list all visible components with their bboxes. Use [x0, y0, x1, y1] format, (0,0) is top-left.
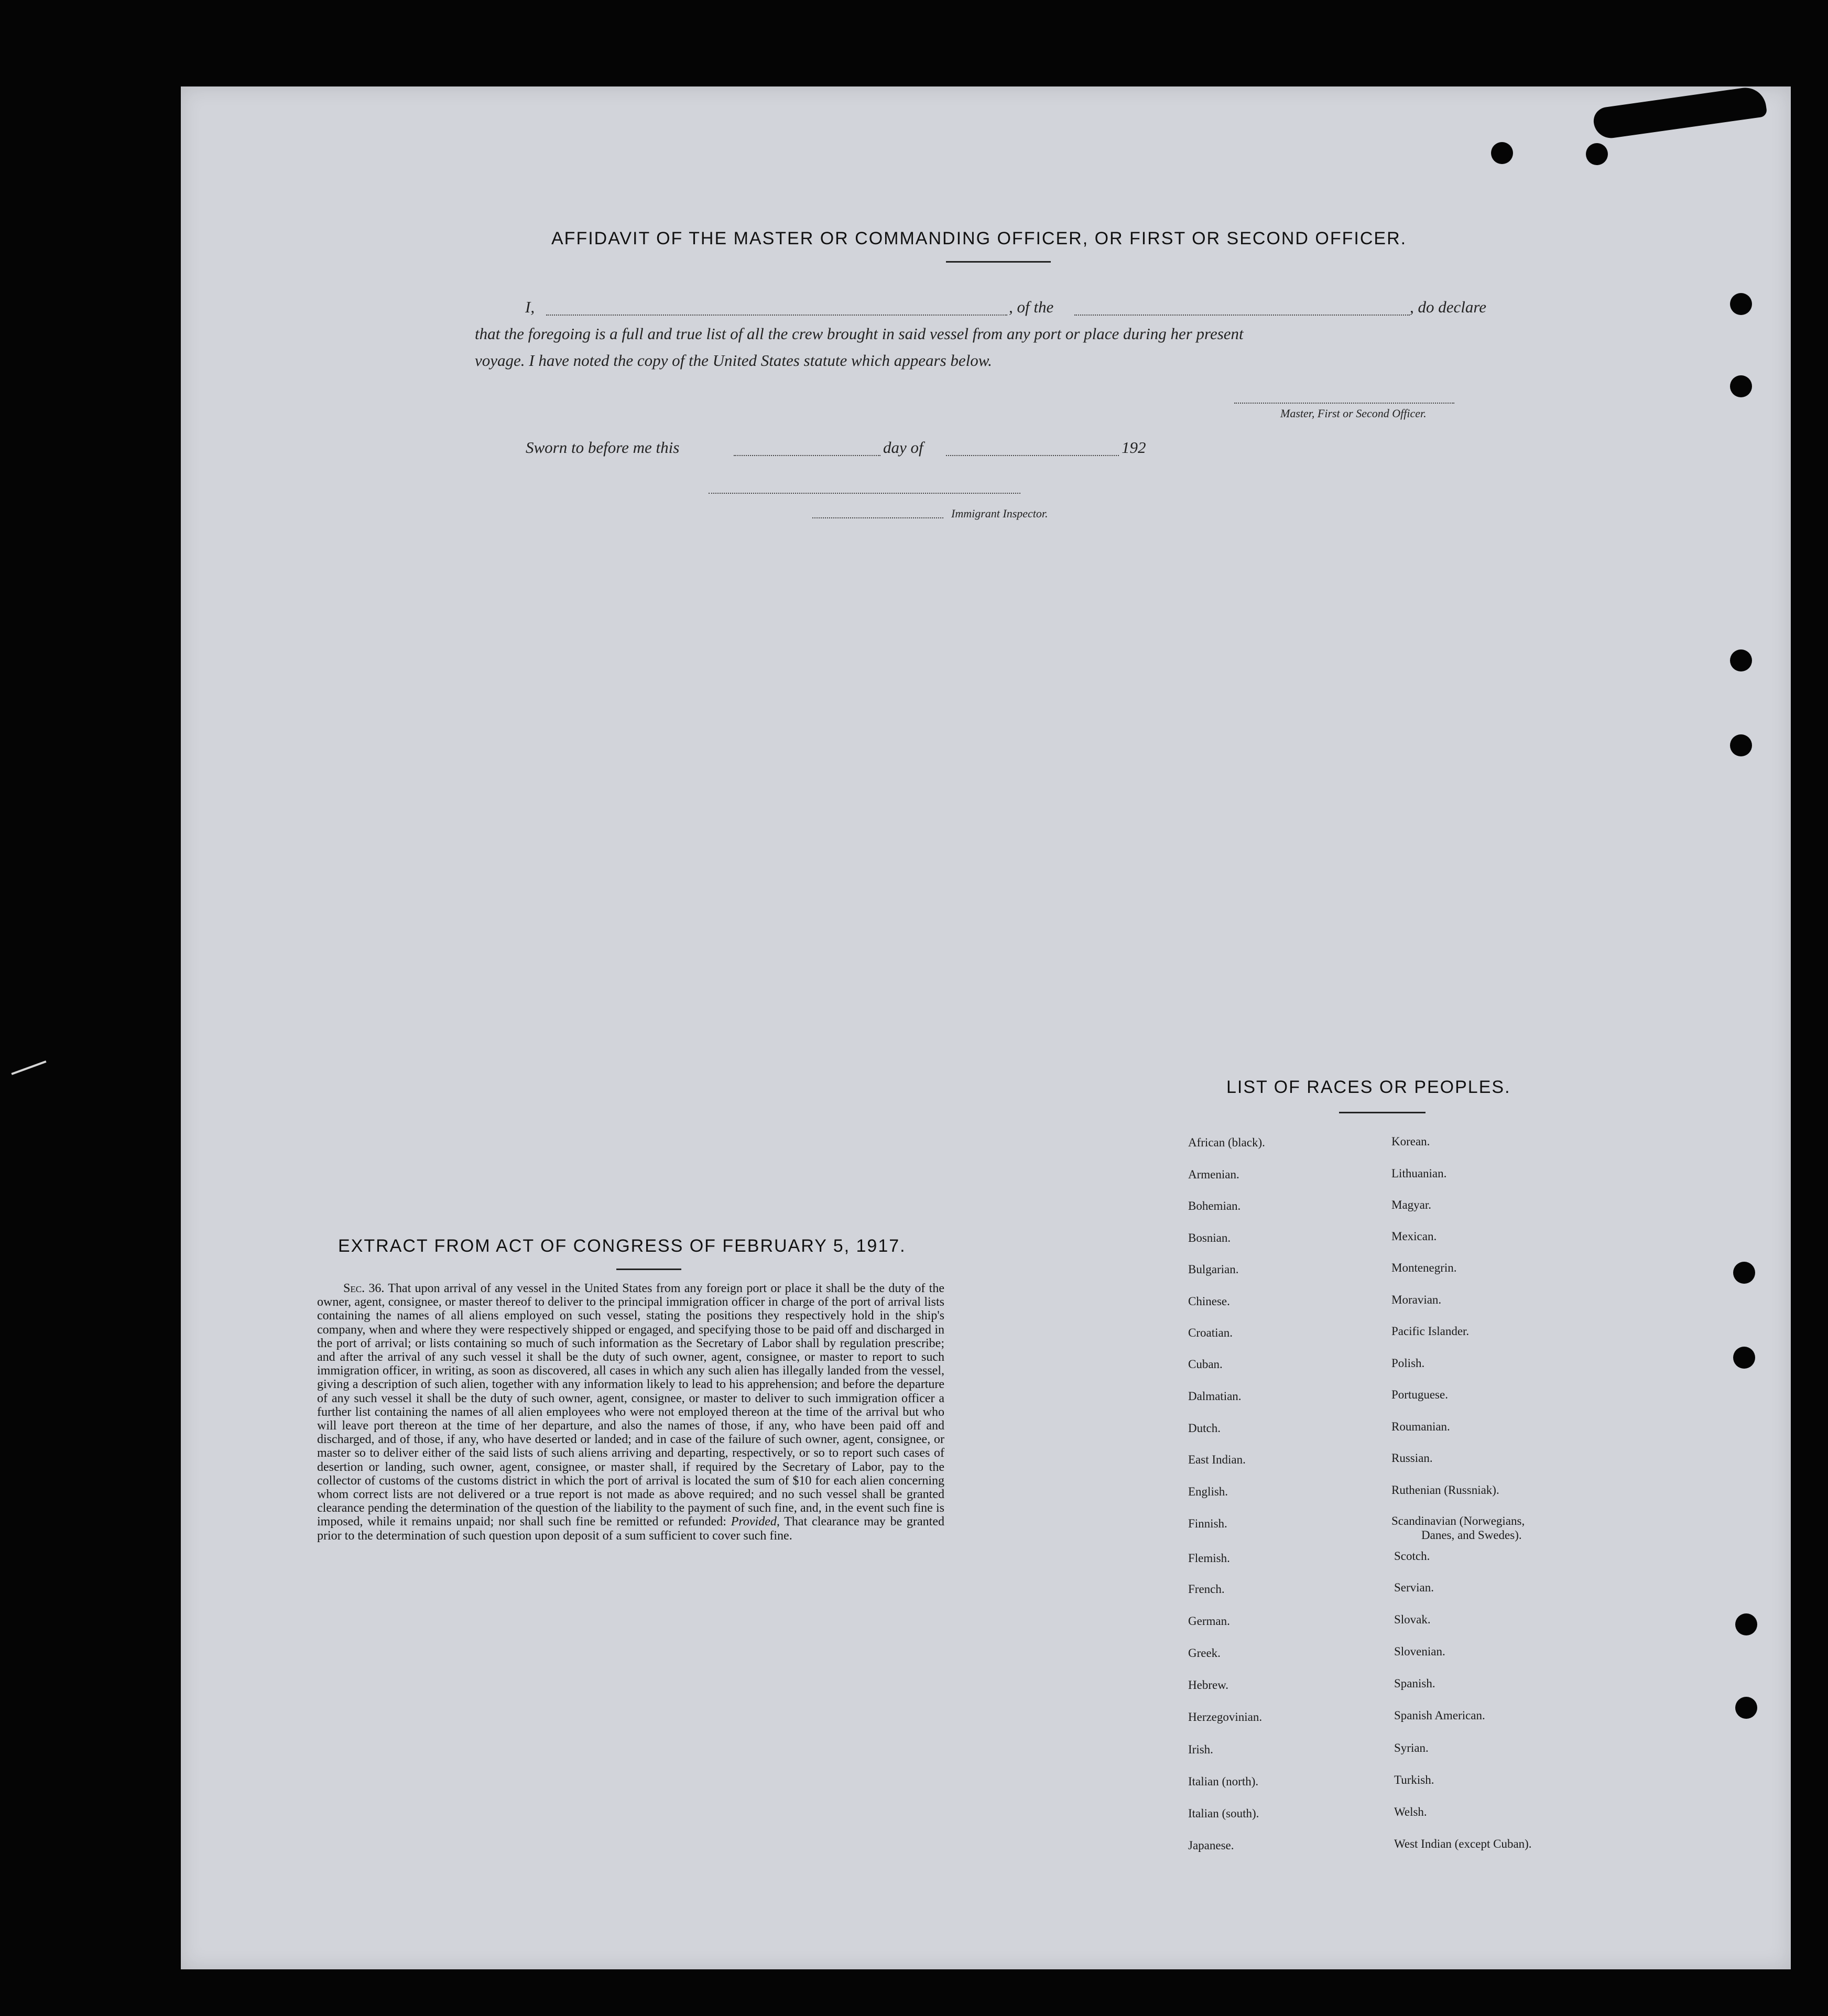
race-item: Bosnian.	[1188, 1231, 1231, 1244]
extract-underline	[616, 1269, 681, 1270]
inspector-caption: Immigrant Inspector.	[951, 507, 1048, 520]
film-scratch	[11, 1060, 46, 1075]
race-item: African (black).	[1188, 1136, 1265, 1149]
race-item: Spanish.	[1394, 1677, 1435, 1690]
race-item: Dalmatian.	[1188, 1390, 1242, 1403]
proviso-word: Provided,	[731, 1515, 780, 1529]
act-extract-text	[317, 1282, 944, 1543]
affidavit-line2: that the foregoing is a full and true list of all the crew brought in said vessel from any port or place during her present	[475, 324, 1244, 343]
race-item: East Indian.	[1188, 1453, 1246, 1466]
race-item: Moravian.	[1391, 1293, 1442, 1306]
section-body: That upon arrival of any vessel in the United States from any foreign port or place it shall be the duty of the owner, agent, consignee, or master thereof to deliver to the principal immigration officer in charge of the port of arrival lists containing the names of all aliens employed on such vessel, stating the positions they respectively hold in the ship's company, when and where they were respectively shipped or engaged, and specifying those to be paid off and discharged in the port of arrival; or lists containing so much of such information as the Secretary of Labor shall by regulation prescribe; and after the arrival of any such vessel it shall be the duty of such owner, agent, consignee, or master to report to such immigration officer, in writing, as soon as discovered, all cases in which any such alien has illegally landed from the vessel, giving a description of such alien, together with any information likely to lead to his apprehension; and before the departure of any such vessel it shall be the duty of such owner, agent, consignee, or master to deliver to such immigration officer a further list containing the names of all alien employees who were not employed thereon at the time of the arrival but who will leave port thereon at the time of her departure, and also the names of those, if any, who have been paid off and discharged, and of those, if any, who have deserted or landed; and in case of the failure of such owner, agent, consignee, or master so to deliver either of the said lists of such aliens arriving and departing, respectively, or so to report such cases of desertion or landing, such owner, agent, consignee, or master shall, if required by the Secretary of Labor, pay to the collector of customs of the customs district in which the port of arrival is located the sum of $10 for each alien concerning whom correct lists are not delivered or a true report is not made as above required; and no such vessel shall be granted clearance pending the determination of the question of the liability to the payment of such fine, and, in the event such fine is imposed, while it remains unpaid; nor shall such fine be remitted or refunded:	[317, 1282, 944, 1529]
race-item: Korean.	[1391, 1135, 1430, 1148]
race-item: Roumanian.	[1391, 1420, 1450, 1433]
races-underline	[1339, 1112, 1426, 1113]
race-item: Spanish American.	[1394, 1709, 1485, 1722]
race-item: Greek.	[1188, 1646, 1221, 1660]
punch-hole	[1735, 1613, 1757, 1635]
race-item: Mexican.	[1391, 1230, 1437, 1243]
affidavit-heading: AFFIDAVIT OF THE MASTER OR COMMANDING OFFICER, OR FIRST OR SECOND OFFICER.	[551, 229, 1407, 248]
race-item: Slovak.	[1394, 1613, 1431, 1626]
sworn-start: Sworn to before me this	[526, 438, 680, 457]
race-item: Polish.	[1391, 1357, 1425, 1370]
ink-smudge	[1592, 85, 1767, 140]
vessel-blank	[1074, 315, 1410, 316]
affidavit-line3: voyage. I have noted the copy of the United States statute which appears below.	[475, 351, 992, 370]
inspector-blank-2	[812, 517, 943, 518]
race-item: Herzegovinian.	[1188, 1710, 1263, 1724]
signature-caption: Master, First or Second Officer.	[1280, 407, 1427, 420]
race-item: Croatian.	[1188, 1326, 1233, 1339]
race-item: Ruthenian (Russniak).	[1391, 1483, 1499, 1497]
race-item: Bohemian.	[1188, 1199, 1241, 1212]
punch-hole	[1733, 1262, 1755, 1284]
race-item: Italian (north).	[1188, 1775, 1259, 1788]
race-item: French.	[1188, 1583, 1225, 1596]
affidavit-line1-end: , do declare	[1410, 298, 1487, 316]
race-item: Irish.	[1188, 1743, 1213, 1756]
race-item: Flemish.	[1188, 1552, 1230, 1565]
race-item: Japanese.	[1188, 1839, 1234, 1852]
punch-hole	[1730, 375, 1752, 397]
punch-hole	[1733, 1347, 1755, 1369]
race-item: Dutch.	[1188, 1422, 1221, 1435]
race-item: Welsh.	[1394, 1805, 1427, 1818]
section-label: Sec. 36.	[343, 1282, 385, 1295]
extract-heading: EXTRACT FROM ACT OF CONGRESS OF FEBRUARY 5, 1917.	[338, 1236, 906, 1256]
race-item: Danes, and Swedes).	[1421, 1529, 1522, 1542]
race-item: Hebrew.	[1188, 1678, 1229, 1692]
punch-hole	[1730, 734, 1752, 756]
race-item: English.	[1188, 1485, 1228, 1498]
race-item: Russian.	[1391, 1451, 1433, 1465]
race-item: Turkish.	[1394, 1773, 1434, 1786]
race-item: Slovenian.	[1394, 1645, 1445, 1658]
race-item: Lithuanian.	[1391, 1167, 1447, 1180]
section-body-end: That clearance may be granted prior to the determination of such question upon deposit of a sum sufficient to cover such fine.	[317, 1515, 945, 1543]
race-item: Finnish.	[1188, 1517, 1227, 1530]
race-item: Servian.	[1394, 1581, 1434, 1594]
race-item: Cuban.	[1188, 1358, 1223, 1371]
race-item: Bulgarian.	[1188, 1263, 1239, 1276]
race-item: Magyar.	[1391, 1198, 1432, 1211]
punch-hole	[1586, 143, 1608, 165]
name-blank	[546, 315, 1007, 316]
races-heading: LIST OF RACES OR PEOPLES.	[1226, 1077, 1511, 1097]
punch-hole	[1491, 142, 1513, 164]
month-blank	[946, 455, 1119, 456]
punch-hole	[1730, 293, 1752, 315]
race-item: Chinese.	[1188, 1295, 1230, 1308]
race-item: Scandinavian (Norwegians,	[1391, 1514, 1525, 1527]
race-item: Armenian.	[1188, 1168, 1239, 1181]
race-item: Syrian.	[1394, 1741, 1429, 1754]
race-item: Italian (south).	[1188, 1807, 1259, 1820]
affidavit-line1-start: I,	[525, 298, 535, 316]
race-item: German.	[1188, 1614, 1230, 1628]
race-item: West Indian (except Cuban).	[1394, 1837, 1532, 1850]
sworn-year: 192	[1122, 438, 1146, 457]
race-item: Portuguese.	[1391, 1388, 1448, 1401]
race-item: Pacific Islander.	[1391, 1325, 1470, 1338]
race-item: Scotch.	[1394, 1549, 1430, 1563]
inspector-blank-1	[709, 493, 1020, 494]
race-item: Montenegrin.	[1391, 1261, 1457, 1274]
day-blank	[734, 455, 880, 456]
punch-hole	[1730, 649, 1752, 671]
signature-blank	[1234, 403, 1454, 404]
punch-hole	[1735, 1697, 1757, 1719]
heading-underline	[946, 261, 1051, 263]
sworn-day-of: day of	[883, 438, 923, 457]
affidavit-line1-ofthe: , of the	[1009, 298, 1054, 316]
